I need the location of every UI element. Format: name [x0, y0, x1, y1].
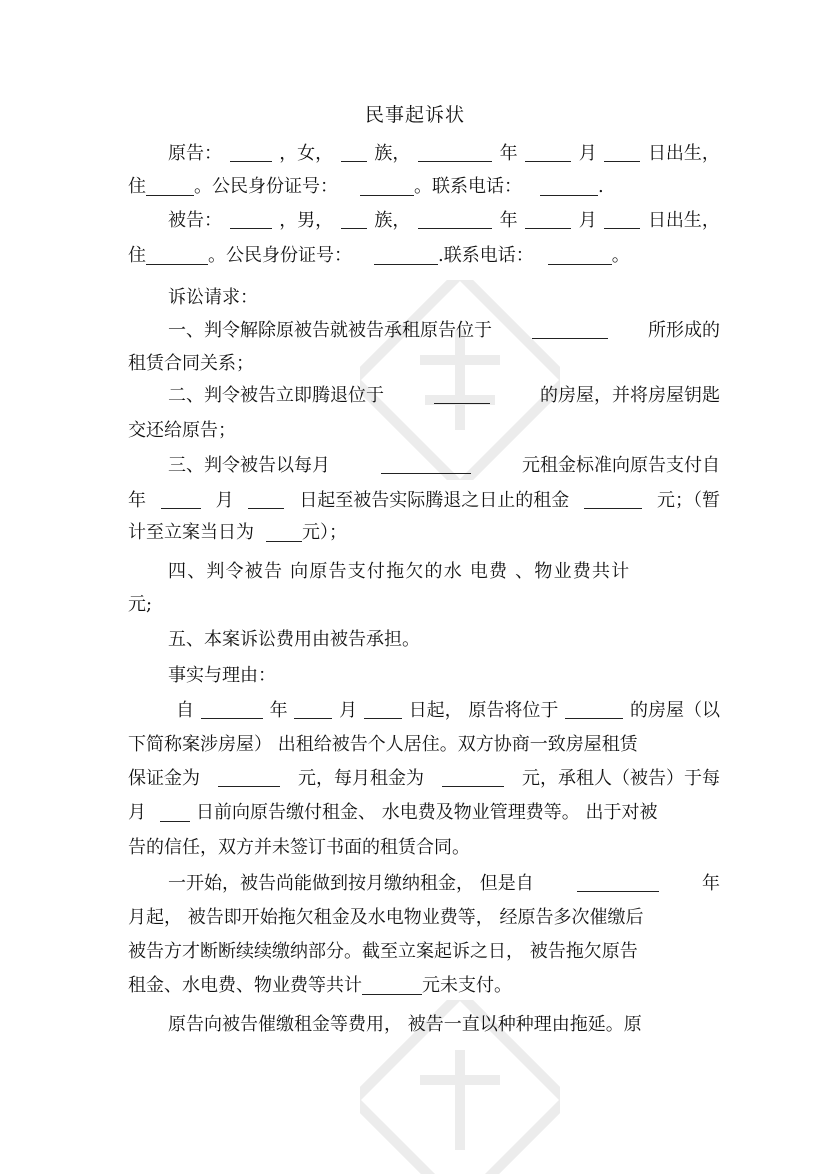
claim-3-line-3	[128, 519, 720, 547]
defendant-address-blank	[146, 243, 208, 265]
facts-payday-blank	[160, 800, 190, 822]
claim-2-location-blank	[434, 382, 490, 404]
defendant-month-blank	[525, 207, 571, 229]
claims-heading: 诉讼请求：	[168, 287, 258, 308]
defendant-gender: ，男，	[279, 210, 334, 231]
facts-p1-text-g: 保证金为	[128, 768, 200, 789]
defendant-year: 年	[499, 210, 518, 231]
claim-1-location-blank	[532, 317, 608, 339]
claim-2-text-b: 的房屋，并将房屋钥匙	[540, 385, 720, 406]
claim-3-amount-blank	[584, 487, 642, 509]
facts-p1-year-blank	[201, 697, 263, 719]
claim-1-text-b: 所形成的	[648, 320, 720, 341]
facts-p1-month-blank	[294, 697, 332, 719]
facts-p2-text-e: 租金、水电费、物业费等共计	[128, 975, 362, 996]
facts-p1-line-3	[128, 765, 720, 793]
document-title: 民事起诉状	[364, 104, 465, 126]
claim-3-line-1	[168, 452, 720, 480]
facts-p1-text-i: 元，承租人（被告）于每	[522, 768, 720, 789]
plaintiff-end: .	[598, 176, 604, 197]
facts-p2-text-a: 一开始，被告尚能做到按月缴纳租金， 但是自	[168, 873, 534, 894]
facts-p1-day-blank	[364, 697, 402, 719]
plaintiff-id-blank	[360, 174, 414, 196]
claim-3-rent-blank	[381, 452, 471, 474]
claim-2-line-2: 交还给原告；	[128, 420, 236, 441]
claim-3-year: 年	[128, 490, 146, 511]
claim-1-line-2: 租赁合同关系；	[128, 353, 254, 374]
facts-deposit-blank	[218, 765, 280, 787]
plaintiff-line-2	[128, 173, 720, 201]
facts-p2-line-4	[128, 972, 720, 1000]
facts-arrears-blank	[362, 973, 422, 995]
plaintiff-year-blank	[418, 140, 492, 162]
facts-p1-text-e: 的房屋（以	[629, 700, 720, 721]
plaintiff-address-blank	[146, 174, 194, 196]
defendant-ethnic: 族，	[374, 210, 411, 231]
facts-p1-year: 年	[269, 700, 288, 721]
claim-3-text-b: 元租金标准向原告支付自	[522, 455, 720, 476]
defendant-line-1	[168, 207, 720, 235]
claim-3-line-2	[128, 487, 720, 515]
facts-p1-line-1	[176, 697, 720, 725]
defendant-end: 。	[611, 245, 630, 266]
claim-3-month-blank	[248, 487, 284, 509]
facts-p1-line-5: 告的信任，双方并未签订书面的租赁合同。	[128, 837, 470, 858]
defendant-id-label: 。公民身份证号：	[208, 245, 352, 266]
defendant-day-blank	[604, 207, 640, 229]
facts-p1-text-d: 日起， 原告将位于	[408, 700, 559, 721]
defendant-ethnic-blank	[341, 207, 367, 229]
plaintiff-phone-label: 。联系电话：	[414, 176, 522, 197]
facts-p2-line-1	[168, 870, 720, 898]
defendant-id-blank	[374, 243, 438, 265]
facts-p2-text-f: 元未支付。	[422, 975, 512, 996]
facts-p1-text-h: 元，每月租金为	[298, 768, 424, 789]
plaintiff-ethnic-blank	[341, 140, 367, 162]
facts-p1-line-2: 下简称案涉房屋） 出租给被告个人居住。双方协商一致房屋租赁	[128, 734, 638, 755]
facts-p2-year: 年	[701, 873, 720, 894]
claim-3-total-blank	[266, 520, 302, 542]
facts-p1-text-j: 月	[128, 802, 146, 823]
claim-3-text-f: 元；（暂	[656, 490, 720, 511]
plaintiff-line-1	[168, 140, 720, 168]
facts-rent-blank	[442, 765, 504, 787]
claim-3-text-e: 日起至被告实际腾退之日止的租金	[299, 490, 570, 511]
claim-1-text-a: 一、判令解除原被告就被告承租原告位于	[168, 320, 492, 341]
claim-3-text-h: 元）；	[302, 522, 347, 543]
plaintiff-phone-blank	[540, 174, 598, 196]
claim-4-line-1: 四、判令被告 向原告支付拖欠的水 电费 、物业费共计	[168, 561, 631, 582]
plaintiff-year: 年	[499, 143, 518, 164]
plaintiff-born: 日出生，	[647, 143, 720, 164]
claim-4-line-2: 元;	[128, 594, 153, 615]
facts-p1-text-k: 日前向原告缴付租金、 水电费及物业管理费等。 出于对被	[196, 802, 658, 823]
defendant-live: 住	[128, 245, 146, 266]
plaintiff-name-blank	[230, 140, 272, 162]
defendant-month: 月	[578, 210, 597, 231]
defendant-born: 日出生，	[647, 210, 720, 231]
facts-heading: 事实与理由：	[168, 665, 276, 686]
facts-p1-month: 月	[339, 700, 358, 721]
claim-2-text-a: 二、判令被告立即腾退位于	[168, 385, 384, 406]
defendant-phone-blank	[548, 243, 612, 265]
plaintiff-ethnic: 族，	[374, 143, 411, 164]
facts-p2-line-2: 月起， 被告即开始拖欠租金及水电物业费等， 经原告多次催缴后	[128, 907, 644, 928]
facts-p2-year-blank	[577, 870, 659, 892]
claim-5: 五、本案诉讼费用由被告承担。	[168, 629, 420, 650]
defendant-name-blank	[230, 207, 272, 229]
defendant-line-2	[128, 242, 720, 270]
claim-3-year-blank	[161, 487, 201, 509]
defendant-label: 被告：	[168, 210, 222, 231]
claim-3-text-a: 三、判令被告以每月	[168, 455, 330, 476]
claim-3-month: 月	[215, 490, 234, 511]
facts-p1-text-a: 自	[176, 700, 194, 721]
facts-p1-location-blank	[565, 697, 623, 719]
claim-2-line-1	[168, 382, 720, 410]
facts-p2-line-3: 被告方才断断续续缴纳部分。截至立案起诉之日， 被告拖欠原告	[128, 941, 638, 962]
facts-p1-line-4	[128, 799, 720, 827]
defendant-year-blank	[418, 207, 492, 229]
plaintiff-label: 原告：	[168, 143, 222, 164]
plaintiff-gender: ，女，	[279, 143, 334, 164]
claim-1-line-1	[168, 317, 720, 345]
plaintiff-id-label: 。公民身份证号：	[194, 176, 338, 197]
plaintiff-month-blank	[525, 140, 571, 162]
defendant-phone-label: .联系电话：	[438, 245, 534, 266]
plaintiff-day-blank	[604, 140, 640, 162]
claim-3-text-g: 计至立案当日为	[128, 522, 254, 543]
plaintiff-live: 住	[128, 176, 146, 197]
facts-p3-line-1: 原告向被告催缴租金等费用， 被告一直以种种理由拖延。原	[168, 1014, 642, 1035]
plaintiff-month: 月	[578, 143, 597, 164]
